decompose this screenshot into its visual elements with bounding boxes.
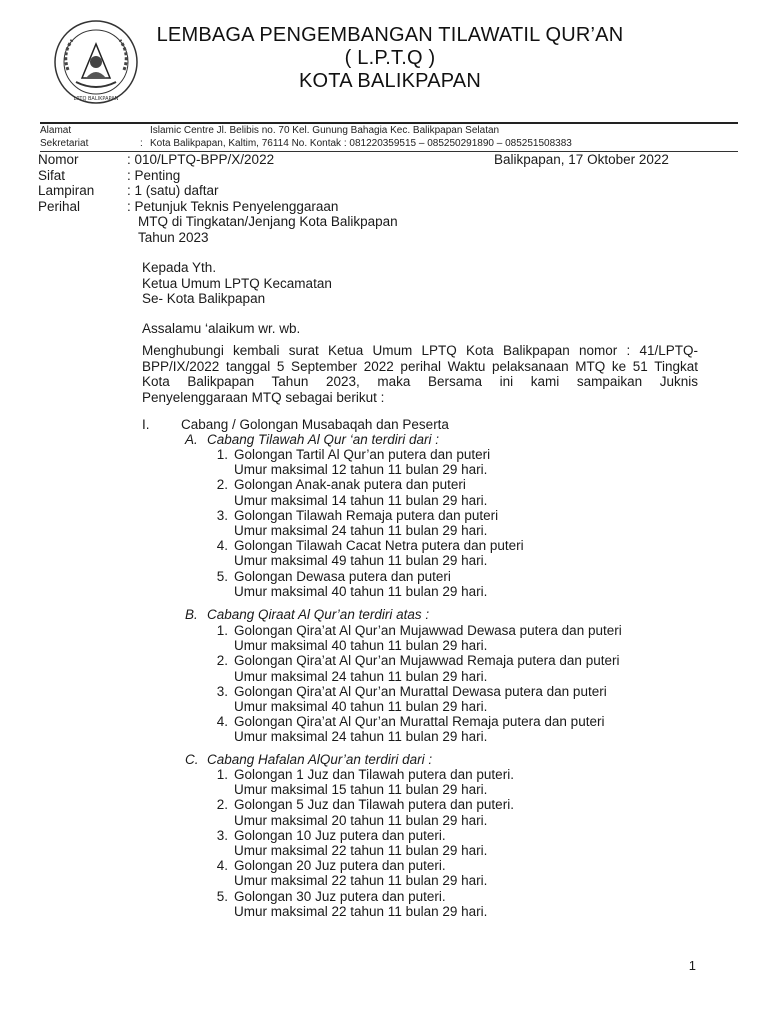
perihal-label: Perihal (38, 198, 81, 214)
secretariat-label: Sekretariat (40, 138, 89, 149)
perihal-value: : Petunjuk Teknis Penyelenggaraan (127, 198, 339, 214)
sifat-label: Sifat (38, 167, 66, 183)
list-item: 3. Golongan 10 Juz putera dan puteri. Umur maksimal 22 tahun 11 bulan 29 hari. (216, 827, 488, 859)
sifat-value: : Penting (127, 167, 181, 183)
list-item: 1. Golongan Qira’at Al Qur’an Mujawwad Dewasa putera dan puteri Umur maksimal 40 tahun 11 bulan 29 hari. (216, 623, 622, 654)
list-item: 3. Golongan Qira’at Al Qur’an Murattal Dewasa putera dan puteri Umur maksimal 40 tahun 11 bulan 29 hari. (216, 683, 607, 715)
list-a (210, 447, 524, 599)
intro-line-1: Menghubungi kembali surat Ketua Umum LPTQ Kota Balikpapan nomor : 41/LPTQ- (142, 343, 698, 358)
subsection-title-c: Cabang Hafalan AlQur’an terdiri dari : (207, 752, 433, 767)
list-item: 4. Golongan Qira’at Al Qur’an Murattal Remaja putera dan puteri Umur maksimal 24 tahun 11 bulan 29 hari. (216, 714, 605, 745)
recipient-line-1: Kepada Yth. (142, 260, 217, 275)
lampiran-value: : 1 (satu) daftar (127, 183, 219, 198)
list-item: 4. Golongan Tilawah Cacat Netra putera dan puteri Umur maksimal 49 tahun 11 bulan 29 hari. (216, 538, 524, 569)
address-label: Alamat (40, 125, 72, 136)
address-line-2: Kota Balikpapan, Kaltim, 76114 No. Kontak : 081220359515 – 085250291890 – 085251508383 (150, 138, 572, 149)
letterhead-title (150, 24, 630, 93)
subsection-title-a: Cabang Tilawah Al Qur ‘an terdiri dari : (207, 432, 439, 447)
perihal-line-3: Tahun 2023 (138, 229, 209, 245)
list-item: 5. Golongan 30 Juz putera dan puteri. Umur maksimal 22 tahun 11 bulan 29 hari. (216, 888, 488, 919)
section-number: I. (142, 417, 150, 432)
list-item: 2. Golongan Anak-anak putera dan puteri Umur maksimal 14 tahun 11 bulan 29 hari. (216, 477, 488, 508)
svg-text:LPTQ BALIKPAPAN: LPTQ BALIKPAPAN (73, 96, 119, 102)
section-title: Cabang / Golongan Musabaqah dan Peserta (181, 417, 449, 432)
lptq-logo-emblem (52, 18, 140, 106)
lampiran-label: Lampiran (38, 183, 95, 198)
list-item: 2. Golongan Qira’at Al Qur’an Mujawwad Remaja putera dan puteri Umur maksimal 24 tahun 11 bulan 29 hari. (216, 653, 620, 684)
list-b (210, 623, 622, 745)
recipient-line-3: Se- Kota Balikpapan (142, 291, 266, 306)
address-line-1: Islamic Centre Jl. Belibis no. 70 Kel. Gunung Bahagia Kec. Balikpapan Selatan (150, 125, 500, 136)
list-item: 1. Golongan 1 Juz dan Tilawah putera dan puteri. Umur maksimal 15 tahun 11 bulan 29 hari. (216, 767, 514, 798)
page-number: 1 (688, 958, 696, 973)
nomor-label: Nomor (38, 152, 79, 167)
letter-date: Balikpapan, 17 Oktober 2022 (494, 152, 669, 167)
list-item: 1. Golongan Tartil Al Qur’an putera dan puteri Umur maksimal 12 tahun 11 bulan 29 hari. (216, 447, 491, 478)
subsection-heading-b: B. Cabang Qiraat Al Qur’an terdiri atas : (185, 607, 430, 622)
recipient-line-2: Ketua Umum LPTQ Kecamatan (142, 275, 332, 291)
intro-paragraph (142, 343, 698, 405)
list-item: 2. Golongan 5 Juz dan Tilawah putera dan puteri. Umur maksimal 20 tahun 11 bulan 29 hari. (216, 797, 514, 828)
org-city: KOTA BALIKPAPAN (299, 70, 481, 92)
list-c (210, 767, 514, 919)
subsection-heading-c: C. Cabang Hafalan AlQur’an terdiri dari : (185, 752, 433, 767)
intro-line-4: Penyelenggaraan MTQ sebagai berikut : (142, 389, 385, 405)
subsection-heading-a: A. Cabang Tilawah Al Qur ‘an terdiri dari : (185, 432, 439, 447)
org-name: LEMBAGA PENGEMBANGAN TILAWATIL QUR’AN (156, 24, 624, 46)
list-item: 5. Golongan Dewasa putera dan puteri Umur maksimal 40 tahun 11 bulan 29 hari. (216, 568, 488, 599)
greeting: Assalamu ‘alaikum wr. wb. (142, 321, 301, 336)
intro-line-3: Kota Balikpapan Tahun 2023, maka Bersama ini kami sampaikan Juknis (142, 374, 698, 389)
org-abbreviation: ( L.P.T.Q ) (344, 47, 436, 69)
subsection-title-b: Cabang Qiraat Al Qur’an terdiri atas : (207, 607, 430, 622)
nomor-value: : 010/LPTQ-BPP/X/2022 (127, 152, 275, 167)
list-item: 3. Golongan Tilawah Remaja putera dan puteri Umur maksimal 24 tahun 11 bulan 29 hari. (216, 507, 499, 539)
intro-line-2: BPP/IX/2022 tanggal 5 September 2022 perihal Waktu pelaksanaan MTQ ke 51 Tingkat (142, 358, 698, 374)
list-item: 4. Golongan 20 Juz putera dan puteri. Umur maksimal 22 tahun 11 bulan 29 hari. (216, 858, 488, 889)
recipient-block (142, 260, 698, 307)
perihal-line-2: MTQ di Tingkatan/Jenjang Kota Balikpapan (138, 214, 398, 229)
